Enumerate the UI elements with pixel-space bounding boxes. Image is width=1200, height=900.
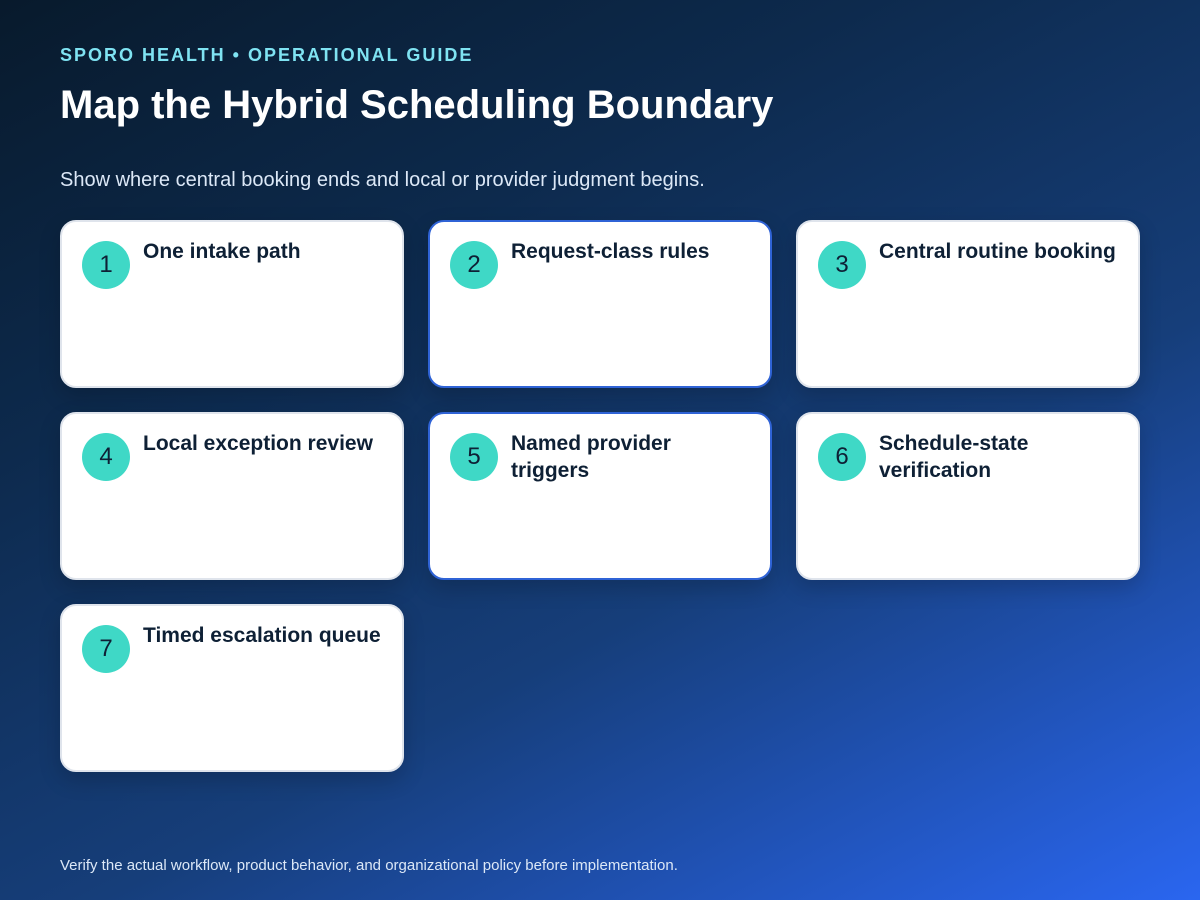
step-card-2	[428, 220, 772, 388]
step-number-badge: 2	[450, 241, 498, 289]
step-label: Named provider triggers	[511, 432, 671, 482]
page-subtitle: Show where central booking ends and local or provider judgment begins.	[60, 169, 705, 191]
steps-grid	[60, 220, 1140, 772]
step-number-badge: 1	[82, 241, 130, 289]
step-card-6	[796, 412, 1140, 580]
step-label: Local exception review	[143, 432, 373, 455]
step-card-3	[796, 220, 1140, 388]
step-number-badge: 5	[450, 433, 498, 481]
step-label: Timed escalation queue	[143, 624, 381, 647]
footer-disclaimer: Verify the actual workflow, product behavior, and organizational policy before implementation.	[60, 857, 678, 874]
step-label: One intake path	[143, 240, 301, 263]
step-number-badge: 6	[818, 433, 866, 481]
step-card-4	[60, 412, 404, 580]
step-number-badge: 7	[82, 625, 130, 673]
step-card-7	[60, 604, 404, 772]
step-label: Central routine booking	[879, 240, 1116, 263]
page-title: Map the Hybrid Scheduling Boundary	[60, 83, 774, 127]
eyebrow-label: SPORO HEALTH • OPERATIONAL GUIDE	[60, 45, 474, 65]
step-number-badge: 4	[82, 433, 130, 481]
step-label: Request-class rules	[511, 240, 710, 263]
step-number-badge: 3	[818, 241, 866, 289]
step-card-5	[428, 412, 772, 580]
step-card-1	[60, 220, 404, 388]
step-label: Schedule-state verification	[879, 432, 1029, 482]
